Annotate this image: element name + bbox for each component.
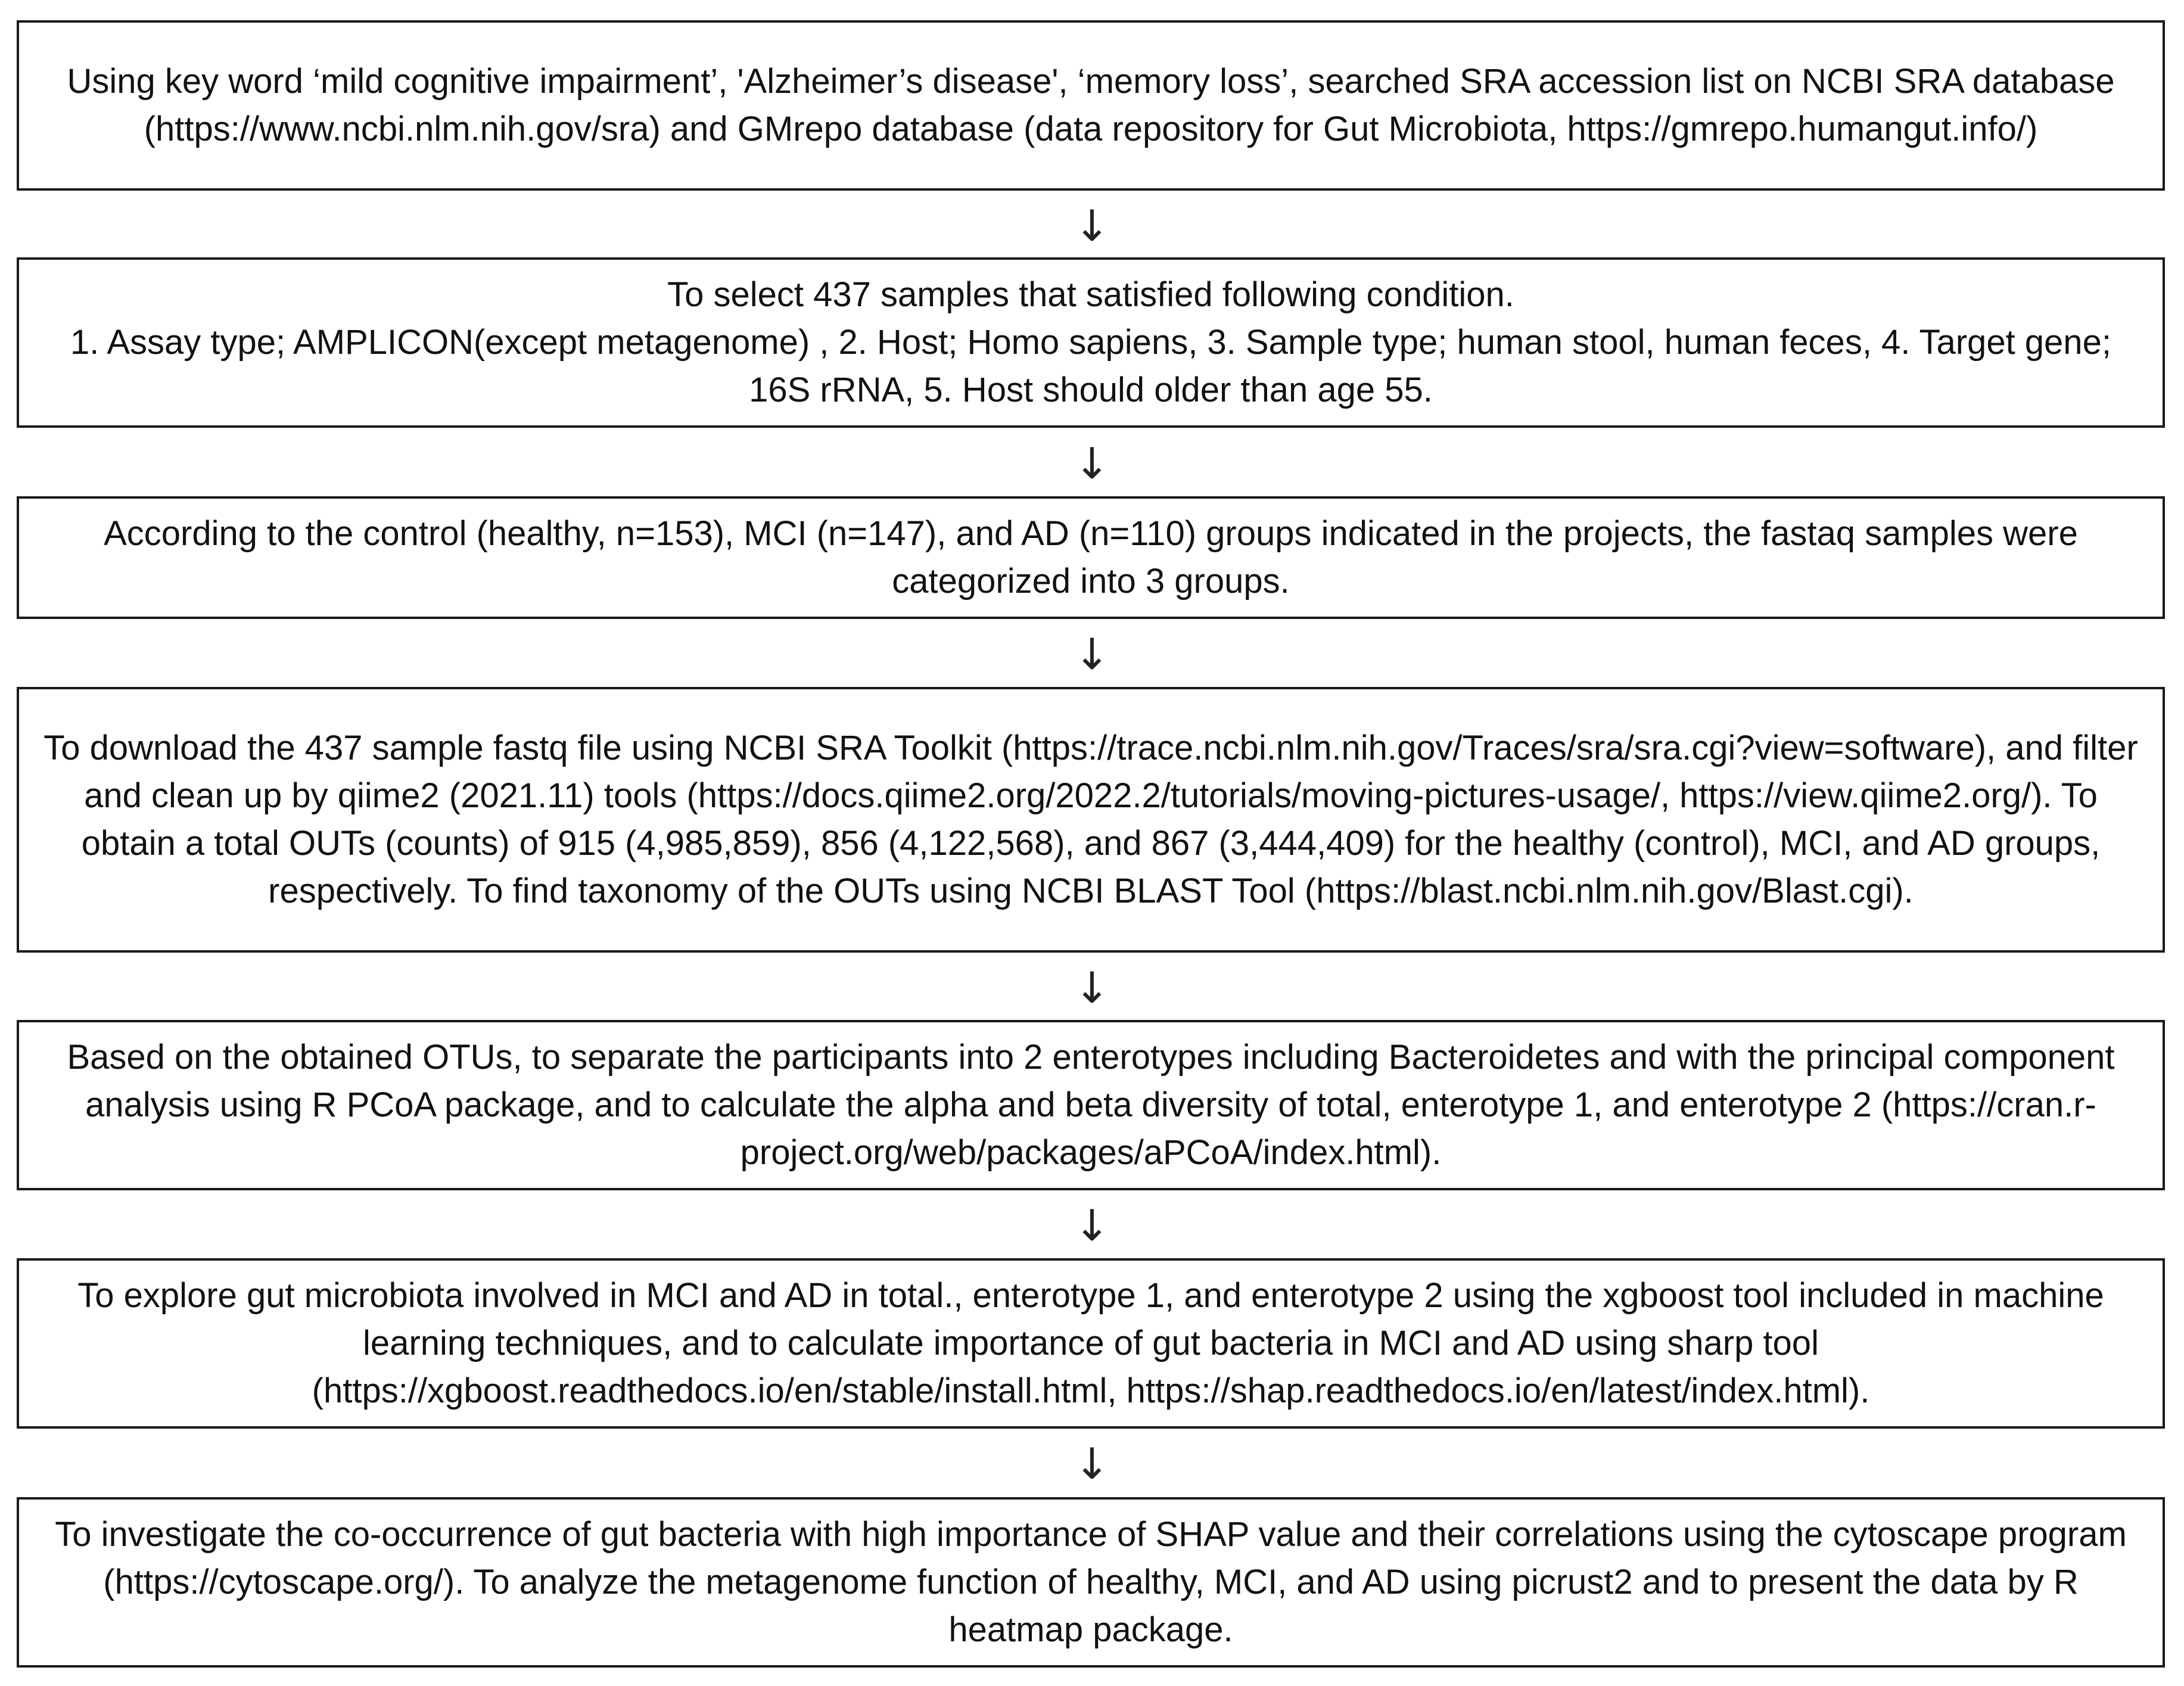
step-7-box xyxy=(17,1497,2165,1668)
down-arrow-icon: ↓ xyxy=(1074,1200,1110,1250)
step-4-box xyxy=(17,687,2165,953)
step-2-box xyxy=(17,257,2165,428)
step-6-text: To explore gut microbiota involved in MCI and AD in total., enterotype 1, and enterotype 2 using the xgboost tool included in machine learning techniques, and to calculate importance of gut bacteria in MCI and AD using sharp tool (https://xgboost.readthedocs.io/en/stable/install.html, https://shap.readthedocs.io/en/latest/index.html). xyxy=(77,1276,2104,1410)
step-6-box xyxy=(17,1258,2165,1429)
down-arrow-icon: ↓ xyxy=(1074,201,1110,251)
step-7-text: To investigate the co-occurrence of gut bacteria with high importance of SHAP value and their correlations using the cytoscape program (https://cytoscape.org/). To analyze the metagenome function of healthy, MCI, and AD using picrust2 and to present the data by R heatmap package. xyxy=(55,1515,2127,1649)
step-5-text: Based on the obtained OTUs, to separate the participants into 2 enterotypes including Bacteroidetes and with the principal component analysis using R PCoA package, and to calculate the alpha and beta diversity of total, enterotype 1, and enterotype 2 (https://cran.r-project.org/web/packages/aPCoA/index.html). xyxy=(67,1038,2115,1172)
step-5-box xyxy=(17,1020,2165,1190)
step-1-box xyxy=(17,20,2165,191)
step-3-box xyxy=(17,496,2165,619)
down-arrow-icon: ↓ xyxy=(1074,438,1110,489)
down-arrow-icon: ↓ xyxy=(1074,963,1110,1013)
down-arrow-icon: ↓ xyxy=(1074,1439,1110,1489)
step-4-text: To download the 437 sample fastq file using NCBI SRA Toolkit (https://trace.ncbi.nlm.nih.gov/Traces/sra/sra.cgi?view=software), and filter and clean up by qiime2 (2021.11) tools (https://docs.qiime2.org/2022.2/tutorials/moving-pictures-usage/, https://view.qiime2.org/). To obtain a total OUTs (counts) of 915 (4,985,859), 856 (4,122,568), and 867 (3,444,409) for the healthy (control), MCI, and AD groups, respectively. To find taxonomy of the OUTs using NCBI BLAST Tool (https://blast.ncbi.nlm.nih.gov/Blast.cgi). xyxy=(43,729,2138,910)
step-1-text: Using key word ‘mild cognitive impairment’, 'Alzheimer’s disease', ‘memory loss’, searched SRA accession list on NCBI SRA database (https://www.ncbi.nlm.nih.gov/sra) and GMrepo database (data repository for Gut Microbiota, https://gmrepo.humangut.info/) xyxy=(67,62,2115,148)
step-2-text: To select 437 samples that satisfied following condition. 1. Assay type; AMPLICON(except metagenome) , 2. Host; Homo sapiens, 3. Sample type; human stool, human feces, 4. Target gene; 16S rRNA, 5. Host should older than age 55. xyxy=(70,275,2111,409)
down-arrow-icon: ↓ xyxy=(1074,629,1110,679)
step-3-text: According to the control (healthy, n=153), MCI (n=147), and AD (n=110) groups indicated in the projects, the fastaq samples were categorized into 3 groups. xyxy=(104,514,2078,601)
